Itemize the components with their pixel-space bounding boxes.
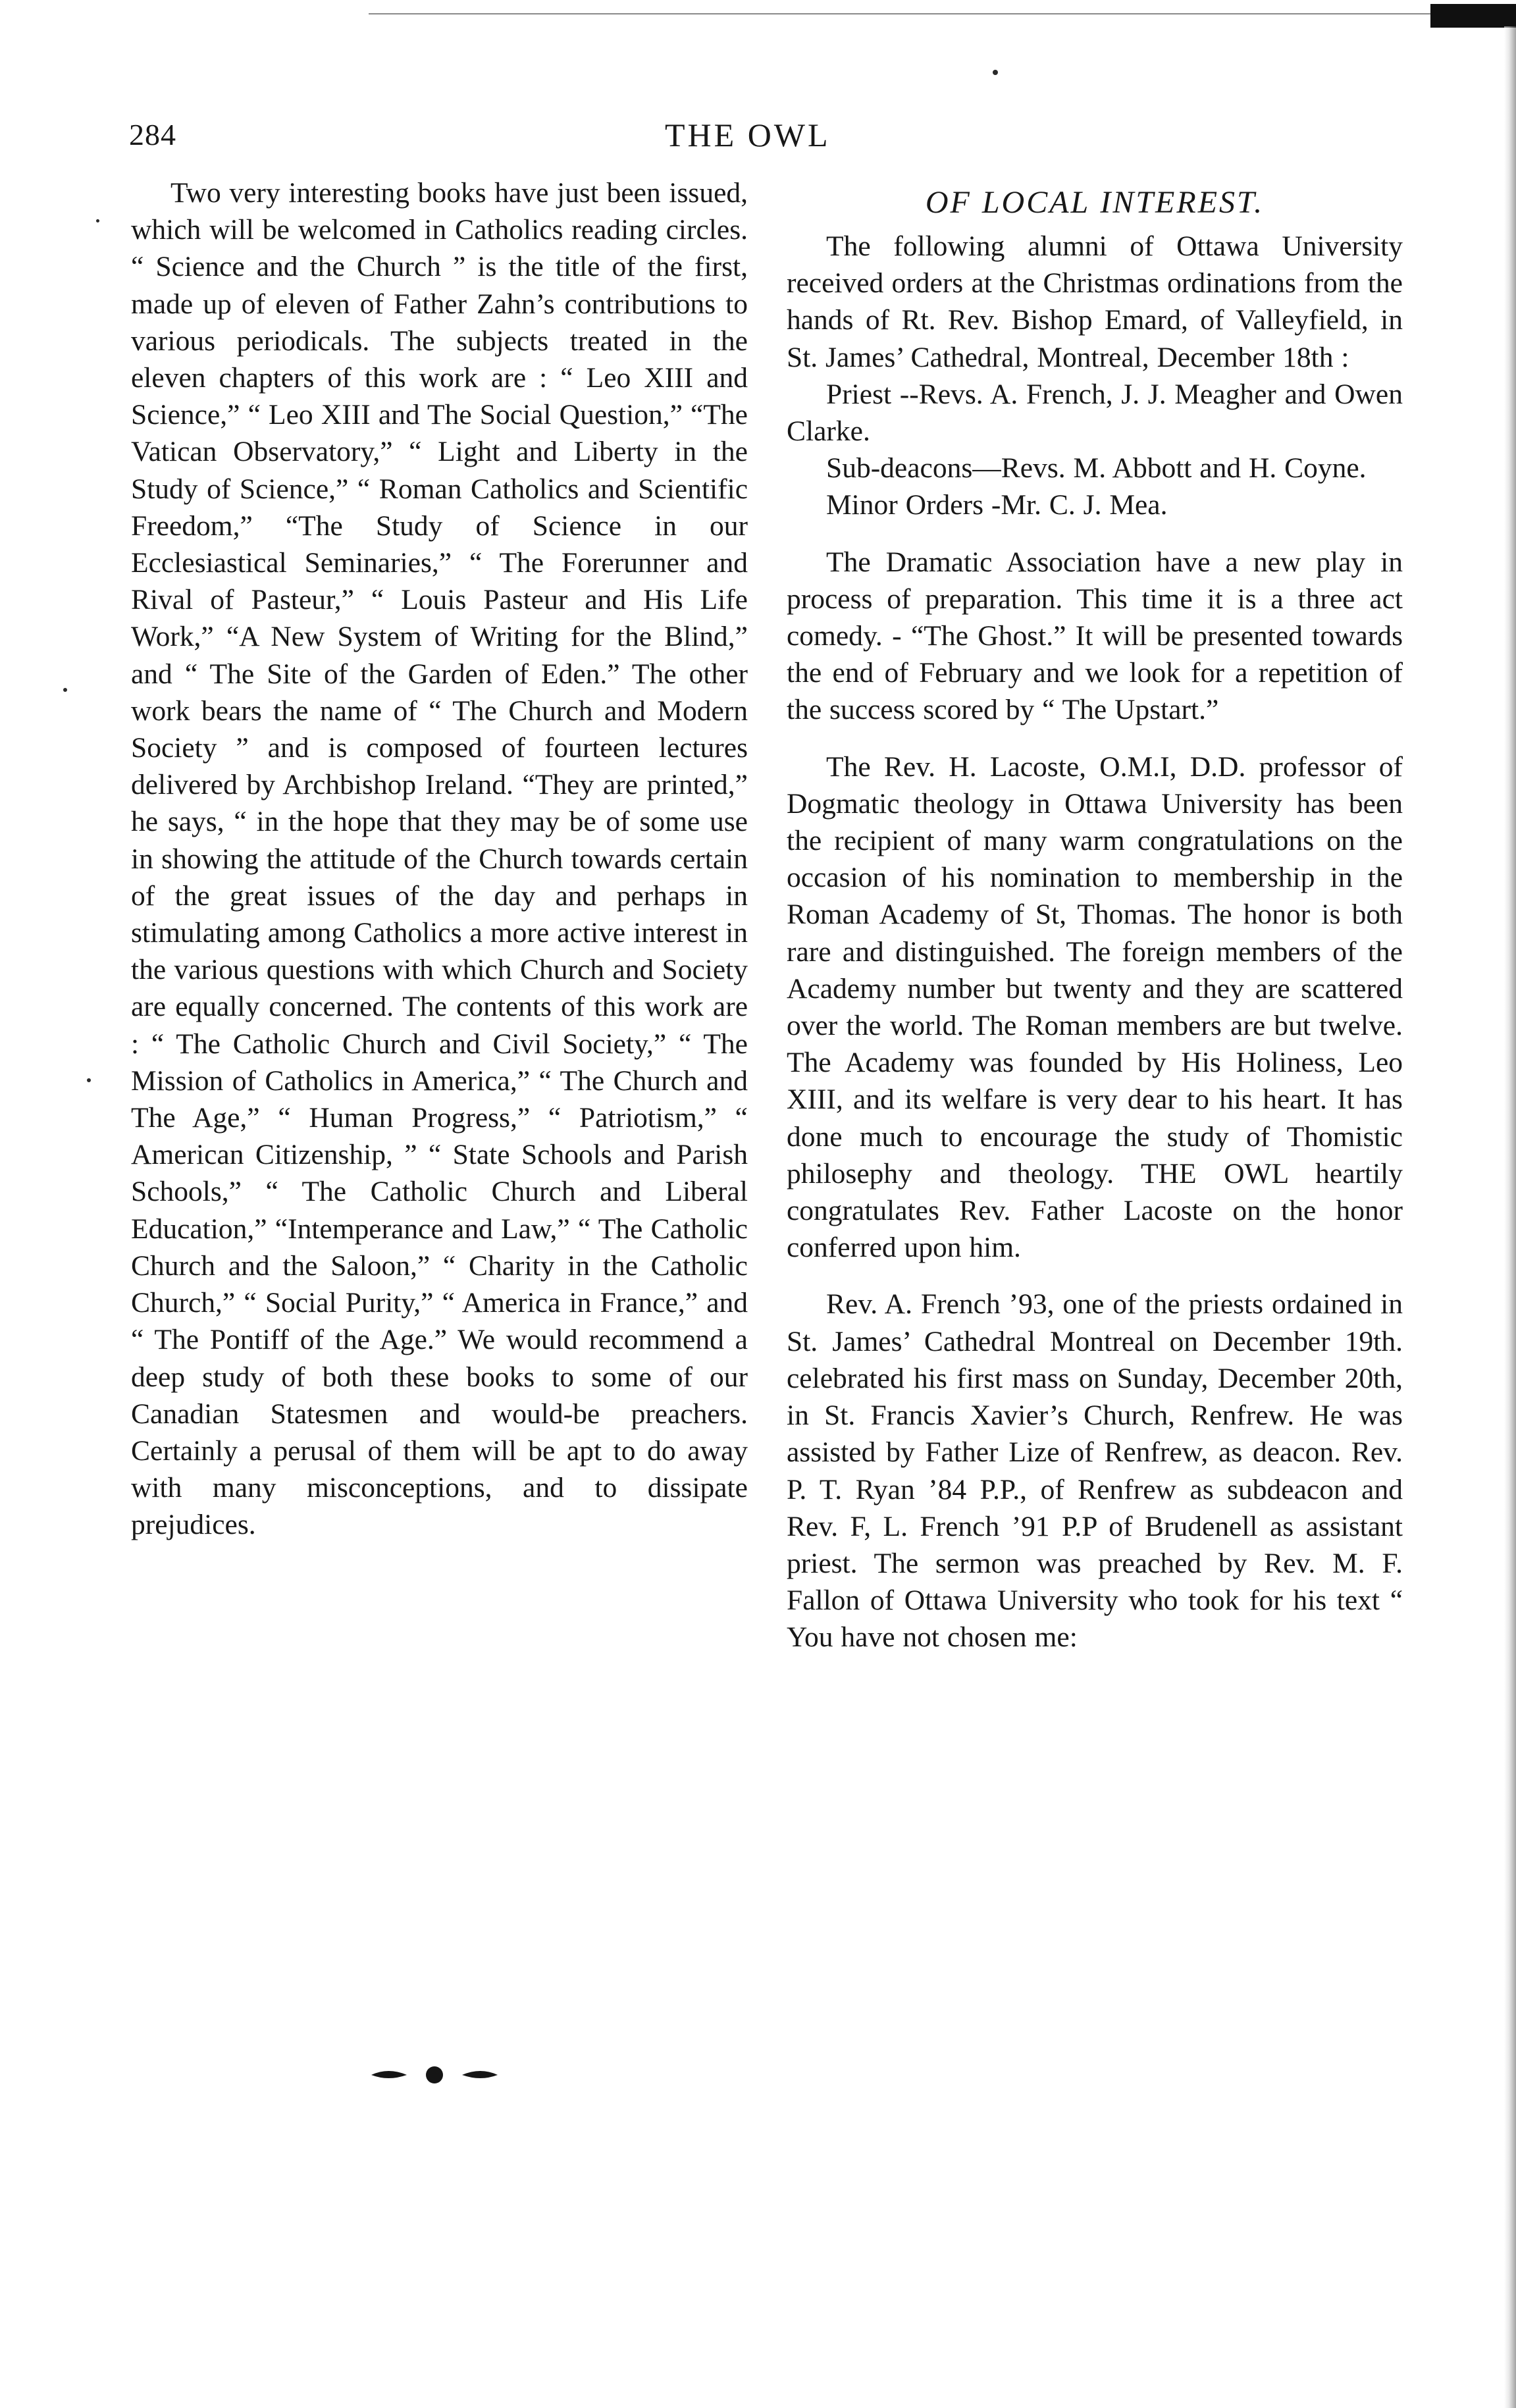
ordination-subdeacons-line: Sub-deacons—Revs. M. Abbott and H. Coyne. bbox=[826, 452, 1367, 484]
margin-speck bbox=[63, 688, 67, 692]
ordination-minor-orders-line: Minor Orders -Mr. C. J. Mea. bbox=[826, 489, 1168, 521]
printers-ornament-icon bbox=[369, 2062, 500, 2088]
margin-speck bbox=[993, 70, 998, 75]
top-border-rule bbox=[369, 4, 1516, 11]
ordination-intro-paragraph: The following alumni of Ottawa University received orders at the Christmas ordinations from the hands of Rt. Rev. Bishop Emard, of Valleyfield, in St. James’ Cathedral, Montreal, December 18th : bbox=[787, 230, 1403, 373]
left-column bbox=[131, 174, 748, 1544]
section-title: OF LOCAL INTEREST. bbox=[925, 185, 1265, 220]
ordination-priests-line: Priest --Revs. A. French, J. J. Meagher and Owen Clarke. bbox=[787, 378, 1403, 448]
margin-speck bbox=[96, 219, 99, 222]
page-number: 284 bbox=[129, 118, 176, 151]
dramatic-association-paragraph: The Dramatic Association have a new play in process of preparation. This time it is a three act comedy. - “The Ghost.” It will be presented towards the end of February and we look for a repetition of the success scored by “ The Upstart.” bbox=[787, 546, 1403, 726]
lacoste-paragraph: The Rev. H. Lacoste, O.M.I, D.D. professor of Dogmatic theology in Ottawa University has been the recipient of many warm congratulations on the occasion of his nomination to membership in the Roman Academy of St, Thomas. The honor is both rare and distinguished. The foreign members of the Academy number but twenty and they are scattered over the world. The Roman members are but twelve. The Academy was founded by His Holiness, Leo XIII, and its welfare is very dear to his heart. It has done much to encourage the study of Thomistic philosephy and theology. THE OWL heartily congratulates Rev. Father Lacoste on the honor conferred upon him. bbox=[787, 750, 1403, 1264]
book-review-paragraph: Two very interesting books have just been issued, which will be welcomed in Catholics reading circles. “ Science and the Church ” is the title of the first, made up of eleven of Father Zahn’s contributions to various periodicals. The subjects treated in the eleven chapters of this work are : “ Leo XIII and Science,” “ Leo XIII and The Social Question,” “The Vatican Observatory,” “ Light and Liberty in the Study of Science,” “ Roman Catholics and Scientific Freedom,” “The Study of Science in our Ecclesiastical Seminaries,” “ The Forerunner and Rival of Pasteur,” “ Louis Pasteur and His Life Work,” “A New System of Writing for the Blind,” and “ The Site of the Garden of Eden.” The other work bears the name of “ The Church and Modern Society ” and is composed of fourteen lectures delivered by Archbishop Ireland. “They are printed,” he says, “ in the hope that they may be of some use in showing the attitude of the Church towards certain of the great issues of the day and perhaps in stimulating among Catholics a more active interest in the various questions with which Church and Society are equally concerned. The contents of this work are : “ The Catholic Church and Civil Society,” “ The Mission of Catholics in America,” “ The Church and The Age,” “ Human Progress,” “ Patriotism,” “ American Citizenship, ” “ State Schools and Parish Schools,” “ The Catholic Church and Liberal Education,” “Intemperance and Law,” “ The Catholic Church and the Saloon,” “ Charity in the Catholic Church,” “ Social Purity,” “ America in France,” and “ The Pontiff of the Age.” We would recommend a deep study of both these books to some of our Canadian Statesmen and would-be preachers. Certainly a perusal of them will be apt to do away with many misconceptions, and to dissipate prejudices. bbox=[131, 177, 748, 1541]
right-column bbox=[787, 183, 1403, 1676]
page-edge-shadow bbox=[1504, 26, 1516, 2408]
running-head-title: THE OWL bbox=[665, 117, 831, 153]
margin-speck bbox=[87, 1078, 91, 1082]
french-first-mass-paragraph: Rev. A. French ’93, one of the priests ordained in St. James’ Cathedral Montreal on December 19th. celebrated his first mass on Sunday, December 20th, in St. Francis Xavier’s Church, Renfrew. He was assisted by Father Lize of Renfrew, as deacon. Rev. P. T. Ryan ’84 P.P., of Renfrew as subdeacon and Rev. F, L. French ’91 P.P of Brudenell as assistant priest. The sermon was preached by Rev. M. F. Fallon of Ottawa University who took for his text “ You have not chosen me: bbox=[787, 1288, 1403, 1654]
